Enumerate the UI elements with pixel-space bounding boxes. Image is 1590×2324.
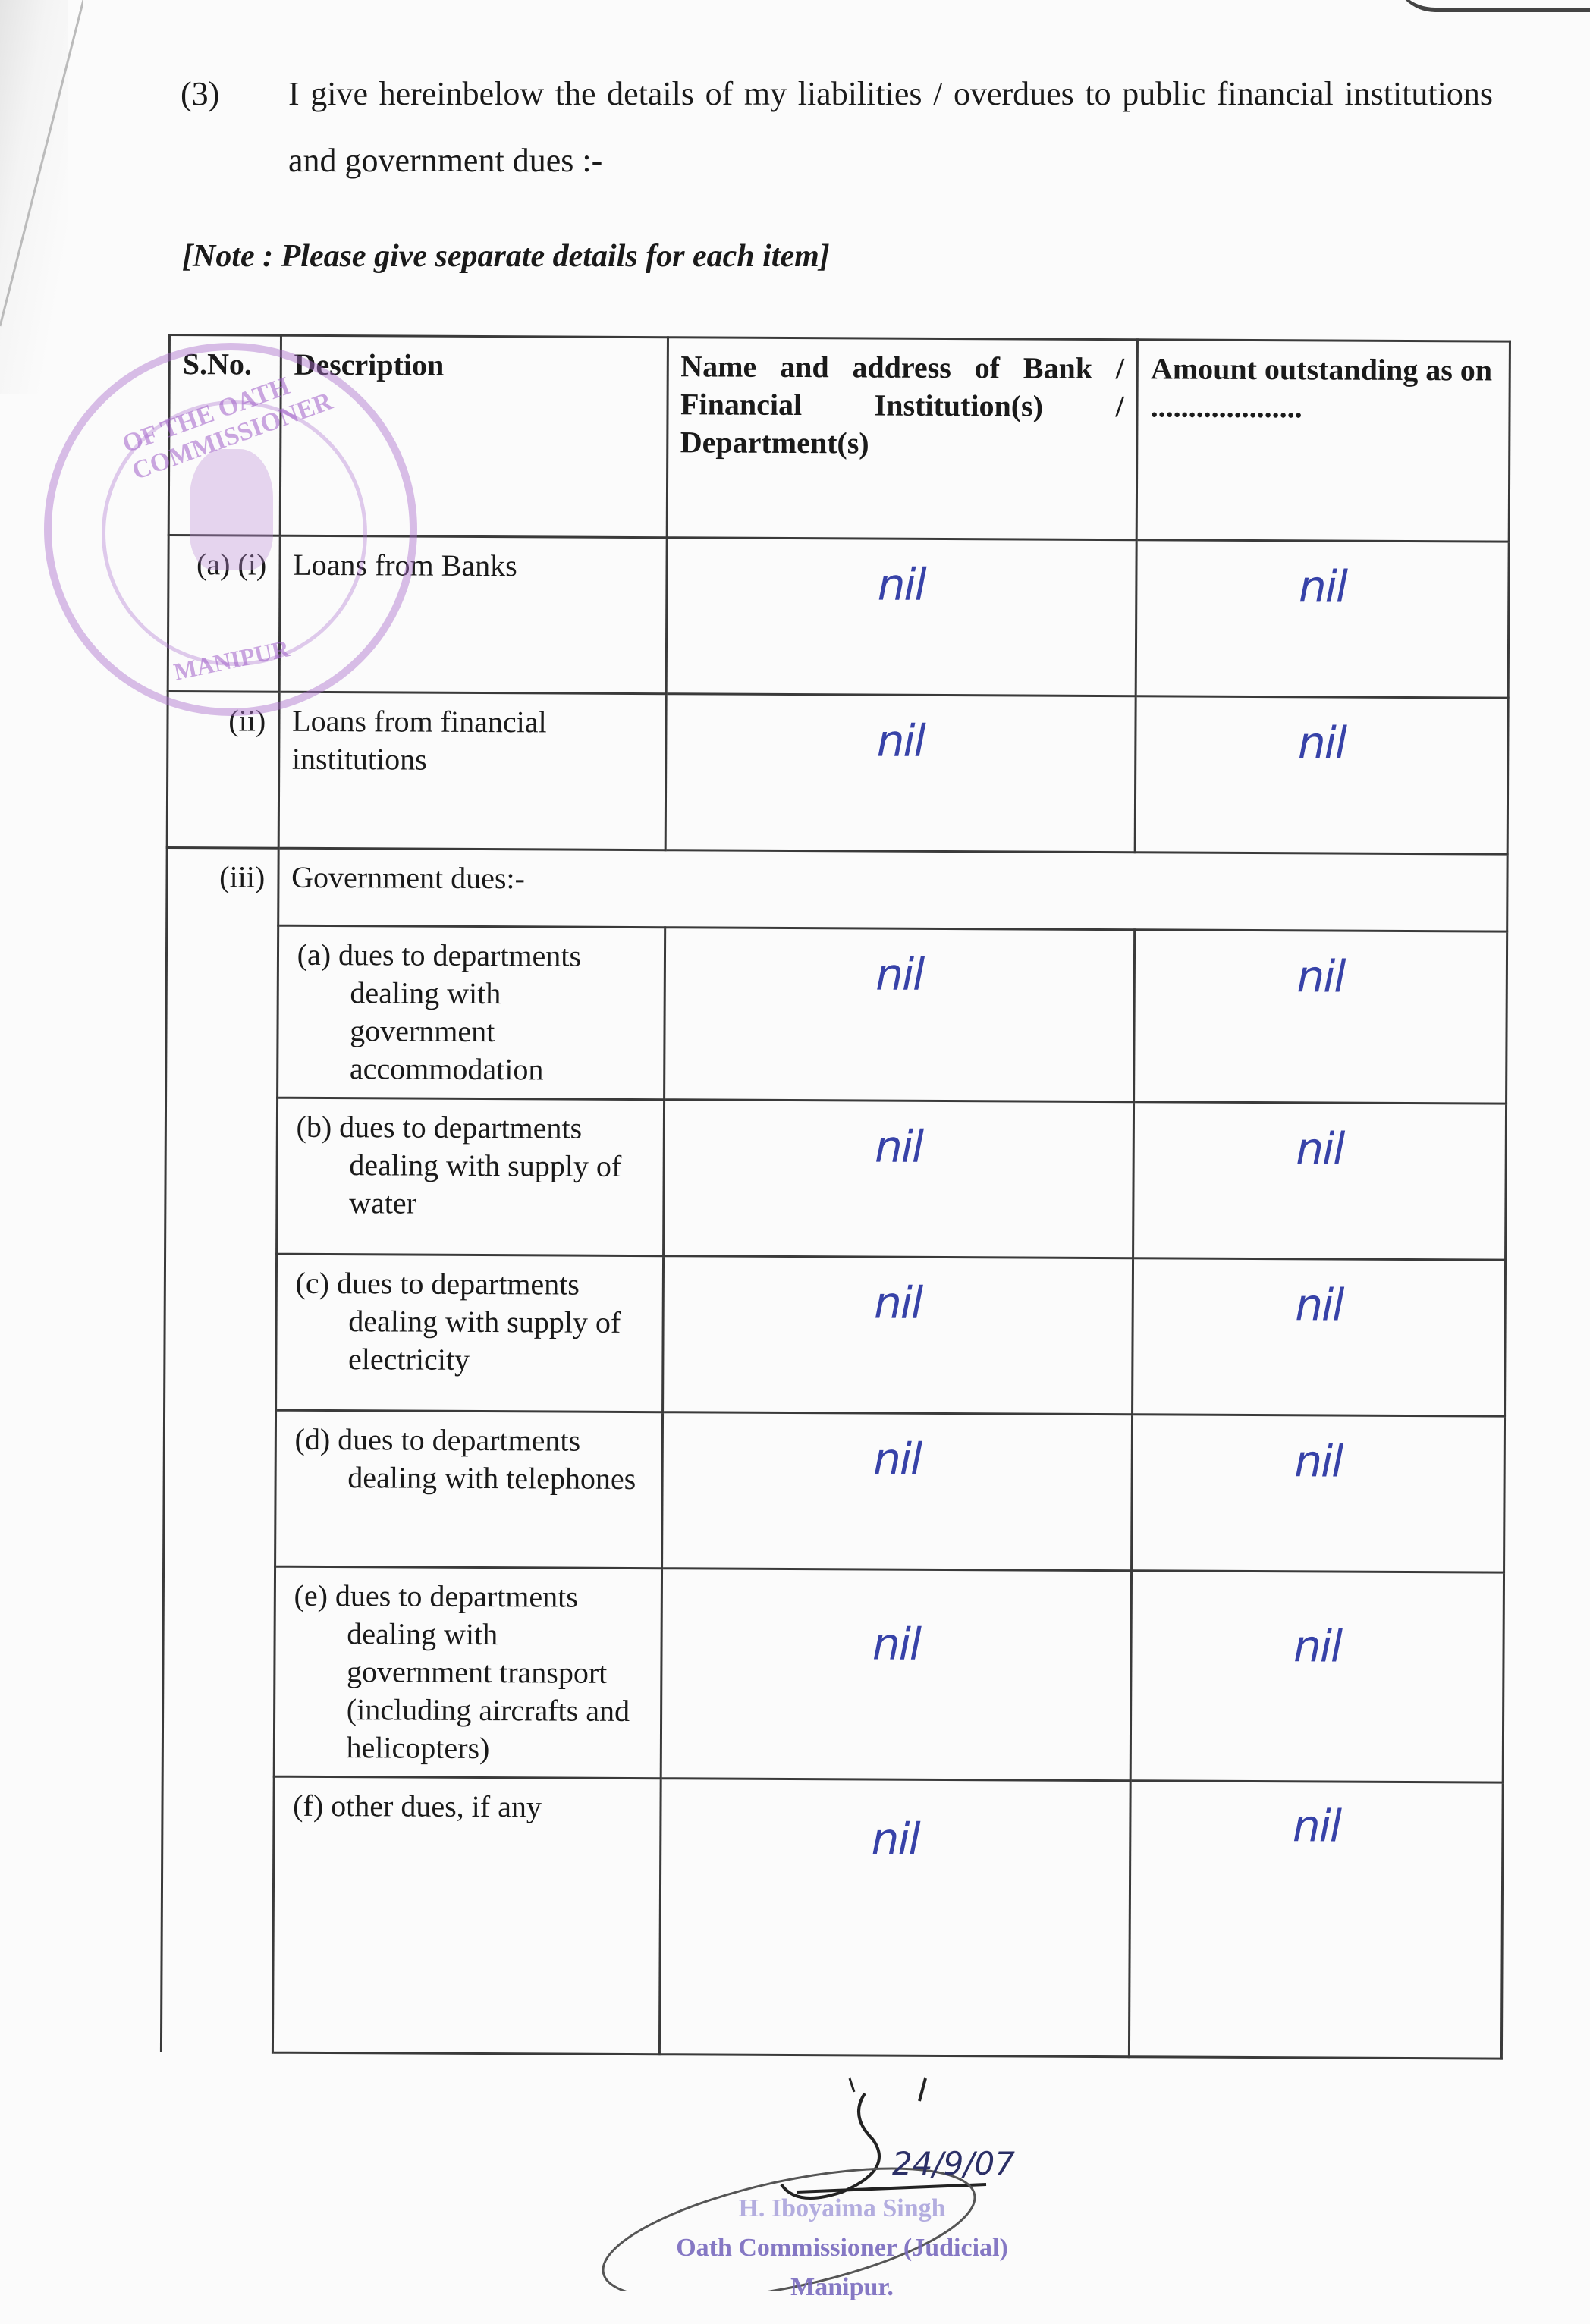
- handwritten-value: nil: [1297, 717, 1346, 769]
- paragraph-text: I give hereinbelow the details of my liabilities / overdues to public financial institutions and government dues :-: [288, 75, 1493, 179]
- note-text: [Note : Please give separate details for each item]: [182, 239, 830, 274]
- amount-cell: [1132, 1415, 1505, 1572]
- subrow-continuation: dealing with supply of electricity: [348, 1304, 621, 1377]
- amount-cell: [1133, 1102, 1507, 1260]
- handwritten-value: nil: [1292, 1800, 1341, 1852]
- subrow-first-line: dues to departments: [335, 1578, 579, 1614]
- handwritten-value: nil: [1295, 1279, 1343, 1331]
- subrow-description: [275, 1254, 663, 1412]
- handwritten-value: nil: [872, 1618, 921, 1670]
- subrow-first-line: dues to departments: [336, 1266, 580, 1302]
- corner-scan-artifact: [1393, 0, 1590, 12]
- subrow-first-line: dues to departments: [339, 1110, 583, 1145]
- subrow-continuation: dealing with supply of water: [349, 1148, 622, 1220]
- table-subrow: [166, 925, 1507, 1104]
- signature-date: 24/9/07: [892, 2145, 1015, 2182]
- handwritten-value: nil: [874, 1120, 923, 1173]
- handwritten-value: nil: [1296, 950, 1345, 1003]
- subrow-continuation: dealing with telephones: [347, 1460, 636, 1496]
- row-description: Government dues:-: [278, 848, 1507, 931]
- header-bank: Name and address of Bank / Financial Institution(s) / Department(s): [667, 338, 1138, 540]
- liabilities-table: [160, 334, 1511, 2060]
- seal-bottom-text: MANIPUR: [171, 634, 292, 686]
- handwritten-value: nil: [1296, 1123, 1344, 1175]
- subrow-continuation: dealing with government accommodation: [349, 975, 544, 1087]
- row-description: Loans from financial institutions: [278, 692, 666, 850]
- stamp-place: Manipur.: [790, 2273, 894, 2301]
- subrow-description: [277, 925, 665, 1099]
- bank-cell: [666, 538, 1137, 696]
- table-subrow: [162, 1566, 1504, 1782]
- bank-cell: [661, 1412, 1133, 1571]
- subrow-first-line: dues to departments: [338, 1422, 581, 1458]
- designation-stamp: [599, 2189, 1085, 2307]
- paper-fold-line: [0, 0, 83, 334]
- handwritten-value: nil: [877, 558, 925, 611]
- row-sno: (ii): [167, 692, 279, 849]
- table-row: [167, 692, 1508, 855]
- subrow-label: (d): [294, 1421, 331, 1457]
- handwritten-value: nil: [875, 948, 924, 1000]
- handwritten-value: nil: [876, 714, 925, 767]
- subrow-first-line: other dues, if any: [331, 1789, 542, 1824]
- subrow-description: [272, 1776, 661, 2054]
- subrow-description: [274, 1566, 661, 1778]
- bank-cell: [661, 1569, 1132, 1781]
- row-sno: (iii): [161, 847, 278, 2052]
- subrow-label: (f): [293, 1788, 324, 1823]
- handwritten-value: nil: [1298, 561, 1347, 613]
- table-subrow: [165, 1097, 1507, 1260]
- subrow-label: (c): [295, 1265, 330, 1301]
- subrow-label: (b): [296, 1109, 332, 1145]
- table-subrow: [165, 1253, 1506, 1416]
- row-sno: (a) (i): [168, 535, 280, 692]
- subrow-description: [276, 1098, 664, 1255]
- table-row: [167, 847, 1507, 931]
- header-description: Description: [280, 335, 668, 537]
- bank-cell: [665, 694, 1136, 853]
- handwritten-value: nil: [1294, 1435, 1343, 1487]
- amount-cell: [1134, 930, 1507, 1104]
- row-description: Loans from Banks: [279, 535, 667, 693]
- header-sno: S.No.: [168, 335, 281, 536]
- bank-cell: [662, 1256, 1133, 1415]
- seal-top-text: OF THE OATH COMMISSIONER: [118, 372, 337, 486]
- amount-cell: [1135, 696, 1508, 854]
- bank-cell: [664, 928, 1135, 1102]
- stamp-name: H. Iboyaima Singh: [738, 2194, 946, 2222]
- subrow-description: [275, 1410, 662, 1568]
- subrow-continuation: dealing with government transport (including aircrafts and helicopters): [346, 1616, 630, 1766]
- subrow-label: (e): [294, 1578, 328, 1613]
- bank-cell: [659, 1779, 1130, 2057]
- stamp-designation: Oath Commissioner (Judicial): [676, 2234, 1008, 2262]
- amount-cell: [1136, 540, 1509, 698]
- subrow-first-line: dues to departments: [338, 937, 582, 973]
- amount-cell: [1130, 1571, 1504, 1782]
- table-subrow: [161, 1776, 1503, 2059]
- header-amount: Amount outstanding as on ....................: [1136, 340, 1510, 542]
- handwritten-value: nil: [1293, 1620, 1342, 1672]
- amount-cell: [1130, 1781, 1504, 2059]
- handwritten-value: nil: [871, 1813, 919, 1865]
- bank-cell: [663, 1100, 1134, 1258]
- paragraph-number: (3): [181, 75, 220, 112]
- table-subrow: [164, 1409, 1505, 1572]
- handwritten-value: nil: [873, 1277, 922, 1329]
- table-row: [168, 535, 1509, 699]
- table-header-row: [168, 335, 1510, 542]
- amount-cell: [1133, 1258, 1506, 1416]
- subrow-label: (a): [297, 937, 332, 972]
- handwritten-value: nil: [872, 1433, 922, 1485]
